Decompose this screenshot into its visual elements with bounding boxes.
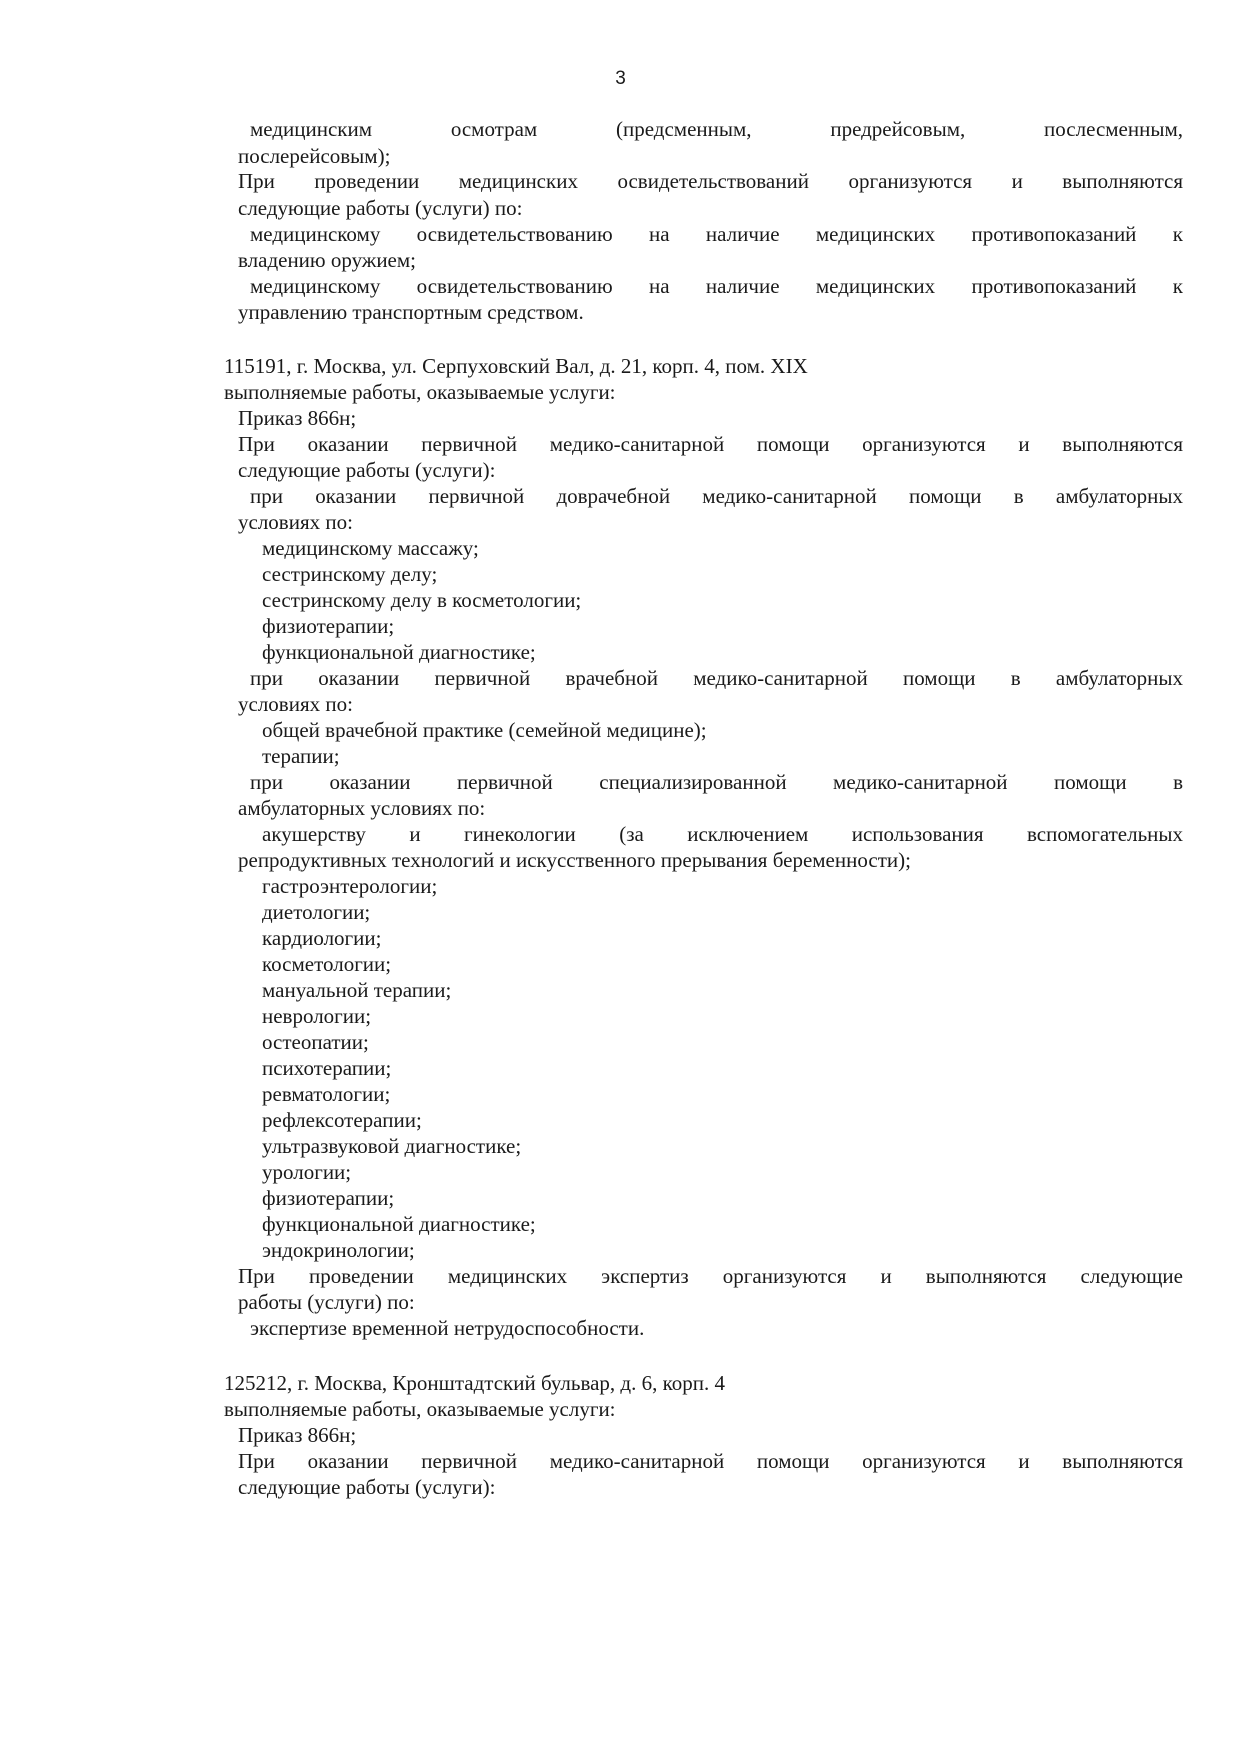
- list-item: рефлексотерапии;: [262, 1108, 422, 1132]
- list-item: гастроэнтерологии;: [262, 874, 438, 898]
- text-line: медицинскому освидетельствованию на наличие медицинских противопоказаний к: [250, 274, 1183, 298]
- list-item: функциональной диагностике;: [262, 1212, 536, 1236]
- text-line: владению оружием;: [238, 248, 416, 272]
- list-item: ультразвуковой диагностике;: [262, 1134, 522, 1158]
- list-item: диетологии;: [262, 900, 371, 924]
- list-item: функциональной диагностике;: [262, 640, 536, 664]
- list-item: физиотерапии;: [262, 614, 395, 638]
- text-line: следующие работы (услуги):: [238, 1475, 496, 1499]
- text-line: при оказании первичной доврачебной медико-санитарной помощи в амбулаторных: [250, 484, 1183, 508]
- text-line: амбулаторных условиях по:: [238, 796, 486, 820]
- text-line: условиях по:: [238, 510, 353, 534]
- text-line: При оказании первичной медико-санитарной помощи организуются и выполняются: [238, 432, 1183, 456]
- list-item: физиотерапии;: [262, 1186, 395, 1210]
- text-line: управлению транспортным средством.: [238, 300, 584, 324]
- text-line: Приказ 866н;: [238, 1423, 357, 1447]
- list-item: остеопатии;: [262, 1030, 369, 1054]
- text-line: медицинским осмотрам (предсменным, предрейсовым, послесменным,: [250, 117, 1183, 141]
- text-line: экспертизе временной нетрудоспособности.: [250, 1316, 645, 1340]
- list-item: психотерапии;: [262, 1056, 392, 1080]
- text-line: следующие работы (услуги) по:: [238, 196, 523, 220]
- text-line: При проведении медицинских освидетельствований организуются и выполняются: [238, 169, 1183, 193]
- text-line: следующие работы (услуги):: [238, 458, 496, 482]
- text-line: При оказании первичной медико-санитарной помощи организуются и выполняются: [238, 1449, 1183, 1473]
- address-heading: 115191, г. Москва, ул. Серпуховский Вал, д. 21, корп. 4, пом. XIX: [224, 354, 808, 378]
- list-item: неврологии;: [262, 1004, 372, 1028]
- text-line: медицинскому освидетельствованию на наличие медицинских противопоказаний к: [250, 222, 1183, 246]
- text-line: Приказ 866н;: [238, 406, 357, 430]
- list-item: общей врачебной практике (семейной медицине);: [262, 718, 707, 742]
- list-item: мануальной терапии;: [262, 978, 452, 1002]
- list-item: медицинскому массажу;: [262, 536, 479, 560]
- text-line: При проведении медицинских экспертиз организуются и выполняются следующие: [238, 1264, 1183, 1288]
- list-item: урологии;: [262, 1160, 352, 1184]
- list-item: сестринскому делу в косметологии;: [262, 588, 582, 612]
- list-item: сестринскому делу;: [262, 562, 438, 586]
- list-item: ревматологии;: [262, 1082, 391, 1106]
- address-heading: 125212, г. Москва, Кронштадтский бульвар, д. 6, корп. 4: [224, 1371, 725, 1395]
- section-label: выполняемые работы, оказываемые услуги:: [224, 380, 616, 404]
- list-item: эндокринологии;: [262, 1238, 415, 1262]
- list-item: кардиологии;: [262, 926, 382, 950]
- section-label: выполняемые работы, оказываемые услуги:: [224, 1397, 616, 1421]
- text-line: послерейсовым);: [238, 144, 391, 168]
- list-item: акушерству и гинекологии (за исключением использования вспомогательных: [262, 822, 1183, 846]
- text-line: условиях по:: [238, 692, 353, 716]
- list-item: терапии;: [262, 744, 340, 768]
- text-line: работы (услуги) по:: [238, 1290, 415, 1314]
- page-number: 3: [615, 68, 626, 89]
- text-line: при оказании первичной специализированной медико-санитарной помощи в: [250, 770, 1183, 794]
- list-item: репродуктивных технологий и искусственного прерывания беременности);: [238, 848, 911, 872]
- text-line: при оказании первичной врачебной медико-санитарной помощи в амбулаторных: [250, 666, 1183, 690]
- list-item: косметологии;: [262, 952, 392, 976]
